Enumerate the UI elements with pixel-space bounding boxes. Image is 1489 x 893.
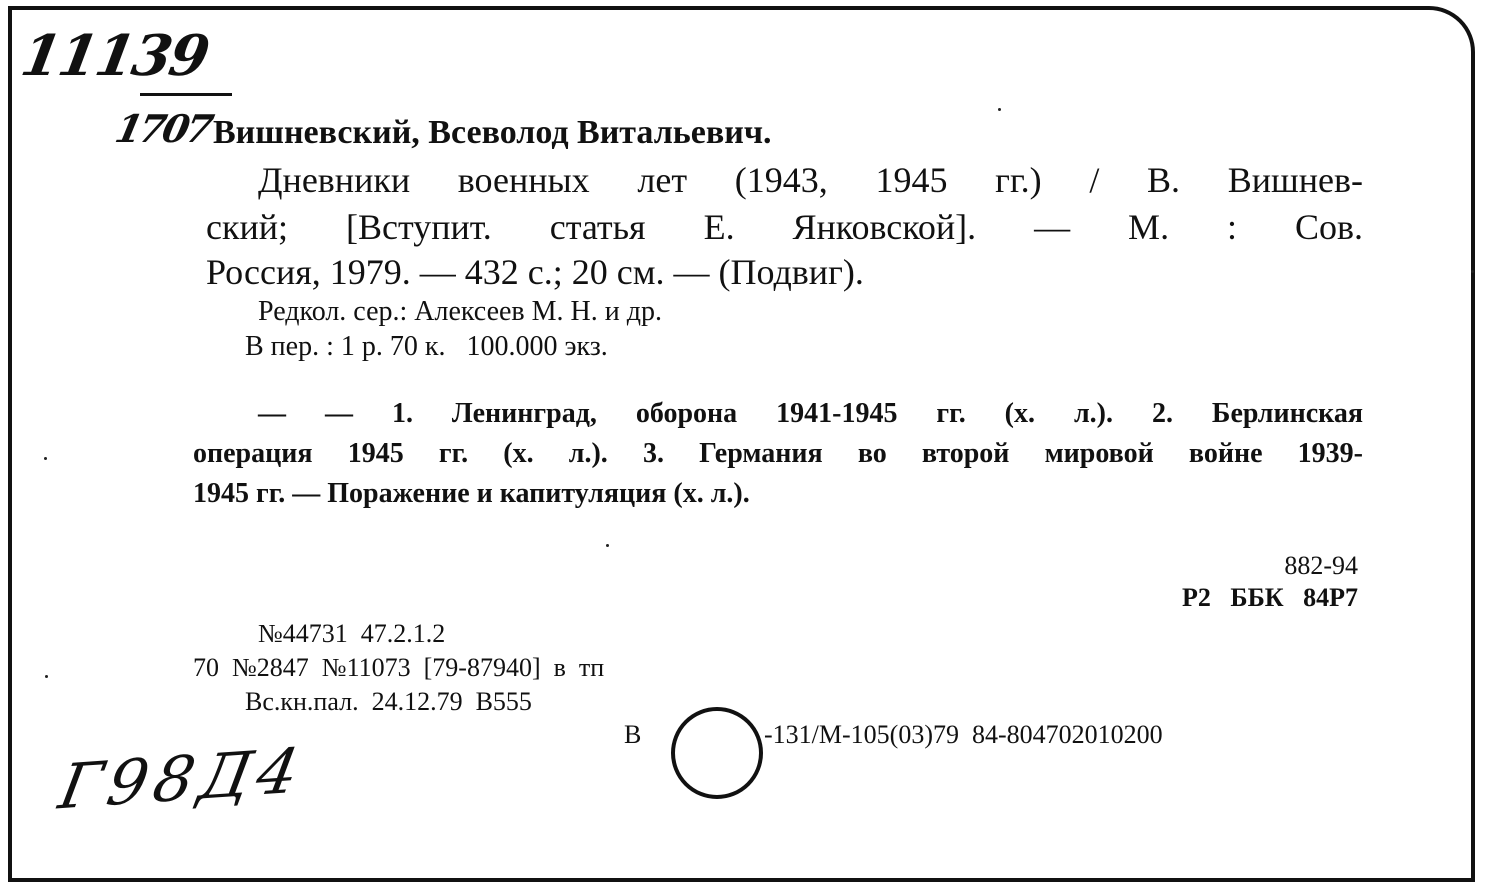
author-heading: Вишневский, Всеволод Витальевич. (213, 114, 772, 151)
speck (45, 675, 48, 678)
title-line-2: ский; [Вступит. статья Е. Янковской]. — М. : Сов. (206, 207, 1363, 247)
subjects-line-3: 1945 гг. — Поражение и капитуляция (х. л.). (193, 478, 750, 509)
speck (606, 544, 609, 547)
code-line-1: №44731 47.2.1.2 (258, 619, 446, 648)
handwritten-shelf-number: 11139 (16, 23, 213, 89)
isbn-code: -131/М-105(03)79 84-804702010200 (764, 720, 1163, 749)
handwritten-inventory-number: 1707 (111, 106, 215, 151)
code-prefix: В (624, 720, 642, 749)
speck (44, 457, 47, 460)
circle-stamp (671, 707, 763, 799)
series-editors: Редкол. сер.: Алексеев М. Н. и др. (258, 296, 662, 327)
bbk-index: Р2 ББК 84Р7 (1182, 583, 1358, 612)
shelf-number-underline (140, 93, 232, 96)
code-line-2: 70 №2847 №11073 [79-87940] в тп (193, 653, 605, 682)
speck (1471, 270, 1474, 273)
subjects-line-2: операция 1945 гг. (х. л.). 3. Германия во второй мировой войне 1939- (193, 438, 1363, 469)
price-and-print-run: В пер. : 1 р. 70 к. 100.000 экз. (245, 331, 608, 362)
code-line-3: Вс.кн.пал. 24.12.79 В555 (245, 687, 532, 716)
speck (998, 108, 1001, 111)
subjects-line-1: — — 1. Ленинград, оборона 1941-1945 гг. (х. л.). 2. Берлинская (258, 398, 1363, 429)
title-line-3: Россия, 1979. — 432 с.; 20 см. — (Подвиг). (206, 252, 864, 292)
title-line-1: Дневники военных лет (1943, 1945 гг.) / В. Вишнев- (258, 160, 1363, 200)
class-number: 882-94 (1284, 551, 1358, 580)
handwritten-bottom-note: Г98Д4 (53, 733, 311, 824)
